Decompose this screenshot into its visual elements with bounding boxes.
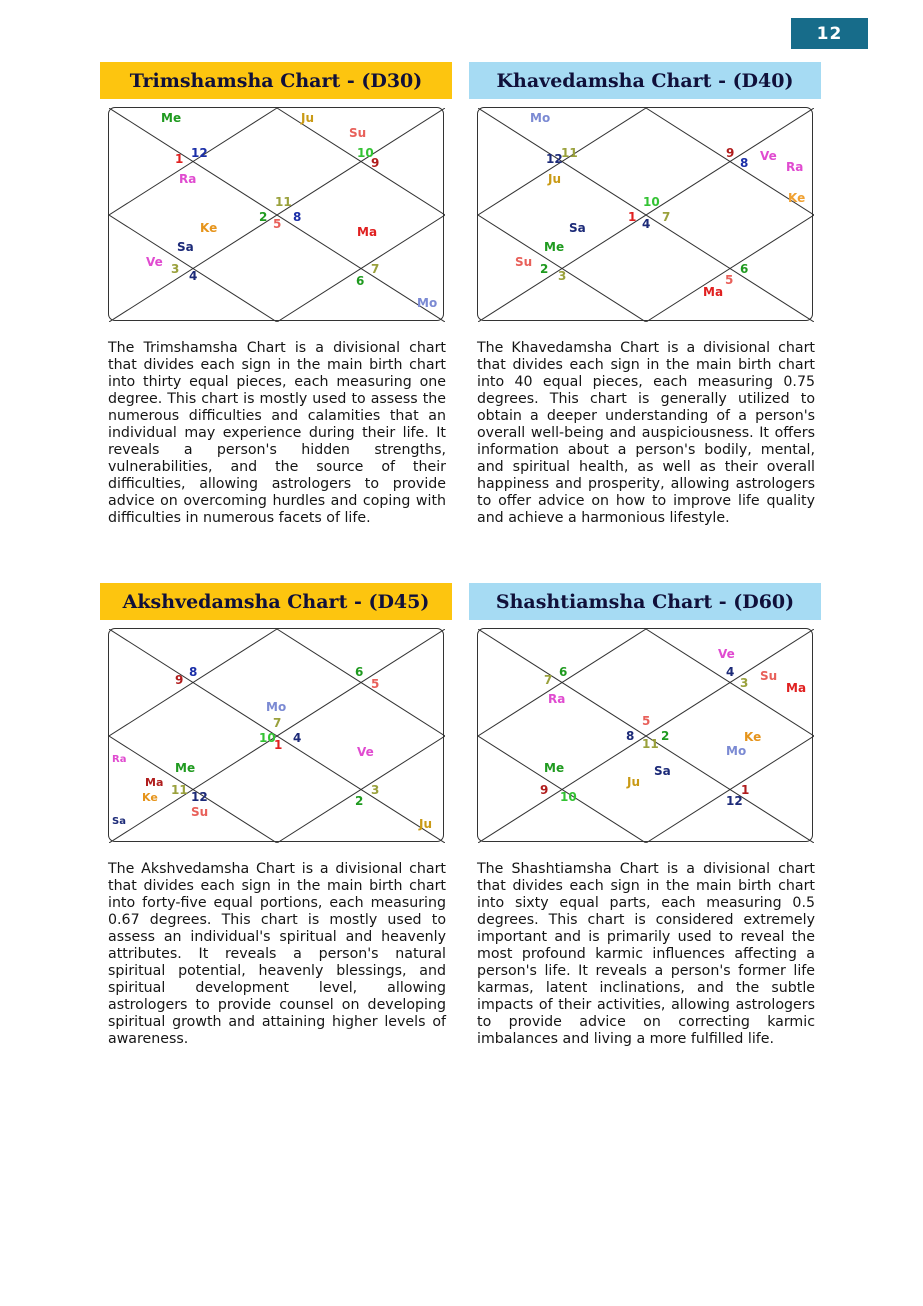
- chart-label: 9: [175, 673, 184, 687]
- chart-label: Su: [349, 126, 367, 140]
- section-description: The Shashtiamsha Chart is a divisional chart that divides each sign in the main birth chart into sixty equal parts, each measuring 0.5 degrees. This chart is considered extremely important and is primarily used to reveal the most profound karmic influences affecting a person's life. It reveals a person's former life karmas, latent inclinations, and the subtle impacts of their activities, allowing astrologers to provide advice on correcting karmic imbalances and living a more fulfilled life.: [477, 861, 815, 1047]
- chart-label: Ve: [357, 745, 374, 759]
- section-description: The Khavedamsha Chart is a divisional chart that divides each sign in the main birth chart into 40 equal pieces, each measuring 0.75 degrees. This chart is generally utilized to obtain a deeper understanding of a person's overall well-being and auspiciousness. It offers information about a person's bodily, mental, and spiritual health, as well as their overall happiness and prosperity, allowing astrologers to offer advice on how to improve life quality and achieve a harmonious lifestyle.: [477, 340, 815, 526]
- chart-lines: [109, 629, 445, 843]
- chart-label: Me: [544, 240, 565, 254]
- chart-label: 10: [560, 790, 577, 804]
- chart-label: 12: [191, 790, 208, 804]
- chart-label: 11: [561, 146, 578, 160]
- chart-label: Sa: [112, 816, 126, 827]
- chart-label: 5: [273, 217, 282, 231]
- chart-label: Mo: [266, 700, 287, 714]
- chart-label: Su: [515, 255, 533, 269]
- chart-label: Mo: [530, 111, 551, 125]
- chart-label: Ve: [146, 255, 163, 269]
- chart-lines: [478, 629, 814, 843]
- chart-label: 2: [259, 210, 268, 224]
- chart-label: Mo: [417, 296, 438, 310]
- chart-label: 7: [273, 716, 282, 730]
- chart-label: 5: [725, 273, 734, 287]
- chart-label: 4: [189, 269, 198, 283]
- chart-label: Ke: [200, 221, 218, 235]
- chart-label: Ma: [357, 225, 378, 239]
- chart-label: 9: [540, 783, 549, 797]
- chart-label: 2: [355, 794, 364, 808]
- chart-label: Sa: [569, 221, 586, 235]
- page-number-badge: 12: [791, 18, 868, 49]
- chart-diagram: [108, 107, 444, 321]
- chart-label: 12: [546, 152, 563, 166]
- chart-label: 3: [371, 783, 380, 797]
- chart-label: Mo: [726, 744, 747, 758]
- chart-label: 11: [275, 195, 292, 209]
- chart-label: 1: [741, 783, 750, 797]
- chart-label: 12: [191, 146, 208, 160]
- chart-label: 8: [189, 665, 198, 679]
- chart-label: Ra: [548, 692, 566, 706]
- chart-label: Ma: [145, 776, 164, 789]
- chart-label: Ma: [703, 285, 724, 299]
- chart-label: 4: [293, 731, 302, 745]
- chart-label: 11: [642, 737, 659, 751]
- section-description: The Trimshamsha Chart is a divisional chart that divides each sign in the main birth chart into thirty equal pieces, each measuring one degree. This chart is mostly used to assess the numerous difficulties and calamities that an individual may experience during their life. It reveals a person's hidden strengths, vulnerabilities, and the source of their difficulties, allowing astrologers to provide advice on overcoming hurdles and coping with difficulties in numerous facets of life.: [108, 340, 446, 526]
- chart-label: 3: [171, 262, 180, 276]
- chart-label: Ke: [142, 791, 158, 804]
- section-title: Shashtiamsha Chart - (D60): [469, 583, 821, 620]
- chart-label: Su: [191, 805, 209, 819]
- chart-label: 6: [355, 665, 364, 679]
- chart-label: 8: [740, 156, 749, 170]
- chart-label: 12: [726, 794, 743, 808]
- chart-label: Ju: [548, 172, 562, 186]
- chart-lines: [109, 108, 445, 322]
- section-description: The Akshvedamsha Chart is a divisional chart that divides each sign in the main birth chart into forty-five equal portions, each measuring 0.67 degrees. This chart is mostly used to assess an individual's spiritual and heavenly attributes. It reveals a person's natural spiritual potential, heavenly blessings, and spiritual development level, allowing astrologers to provide counsel on developing spiritual growth and attaining higher levels of awareness.: [108, 861, 446, 1047]
- chart-label: Ma: [786, 681, 807, 695]
- chart-label: Ke: [744, 730, 762, 744]
- chart-label: 8: [293, 210, 302, 224]
- chart-label: 1: [175, 152, 184, 166]
- chart-label: Me: [544, 761, 565, 775]
- chart-label: 6: [740, 262, 749, 276]
- chart-label: 10: [643, 195, 660, 209]
- section-trimshamsha: [100, 62, 452, 526]
- chart-label: 6: [559, 665, 568, 679]
- chart-label: 7: [662, 210, 671, 224]
- chart-diagram: [108, 628, 444, 842]
- chart-label: 4: [642, 217, 651, 231]
- chart-label: 9: [371, 156, 380, 170]
- chart-label: Sa: [177, 240, 194, 254]
- chart-label: 5: [371, 677, 380, 691]
- chart-label: 6: [356, 274, 365, 288]
- chart-label: 2: [661, 729, 670, 743]
- section-title: Trimshamsha Chart - (D30): [100, 62, 452, 99]
- chart-lines: [478, 108, 814, 322]
- section-shashtiamsha: [469, 583, 821, 1047]
- chart-label: Ve: [718, 647, 735, 661]
- chart-label: Ju: [627, 775, 641, 789]
- chart-label: Ju: [419, 817, 433, 831]
- chart-label: Ju: [301, 111, 315, 125]
- section-khavedamsha: [469, 62, 821, 526]
- chart-label: 10: [357, 146, 374, 160]
- chart-diagram: [477, 107, 813, 321]
- section-title: Akshvedamsha Chart - (D45): [100, 583, 452, 620]
- chart-label: 7: [371, 262, 380, 276]
- chart-label: 9: [726, 146, 735, 160]
- chart-label: Sa: [654, 764, 671, 778]
- chart-label: 11: [171, 783, 188, 797]
- section-title: Khavedamsha Chart - (D40): [469, 62, 821, 99]
- chart-label: Me: [161, 111, 182, 125]
- chart-label: Ra: [112, 754, 127, 765]
- chart-label: Ke: [788, 191, 806, 205]
- chart-label: 3: [740, 676, 749, 690]
- chart-label: 1: [628, 210, 637, 224]
- chart-label: 10: [259, 731, 276, 745]
- chart-label: 3: [558, 269, 567, 283]
- chart-label: Ve: [760, 149, 777, 163]
- chart-label: 5: [642, 714, 651, 728]
- chart-label: Me: [175, 761, 196, 775]
- chart-label: 1: [274, 738, 283, 752]
- chart-label: 7: [544, 673, 553, 687]
- section-akshvedamsha: [100, 583, 452, 1047]
- chart-diagram: [477, 628, 813, 842]
- chart-label: 4: [726, 665, 735, 679]
- chart-label: Su: [760, 669, 778, 683]
- chart-label: Ra: [786, 160, 804, 174]
- chart-label: 2: [540, 262, 549, 276]
- chart-label: Ra: [179, 172, 197, 186]
- chart-label: 8: [626, 729, 635, 743]
